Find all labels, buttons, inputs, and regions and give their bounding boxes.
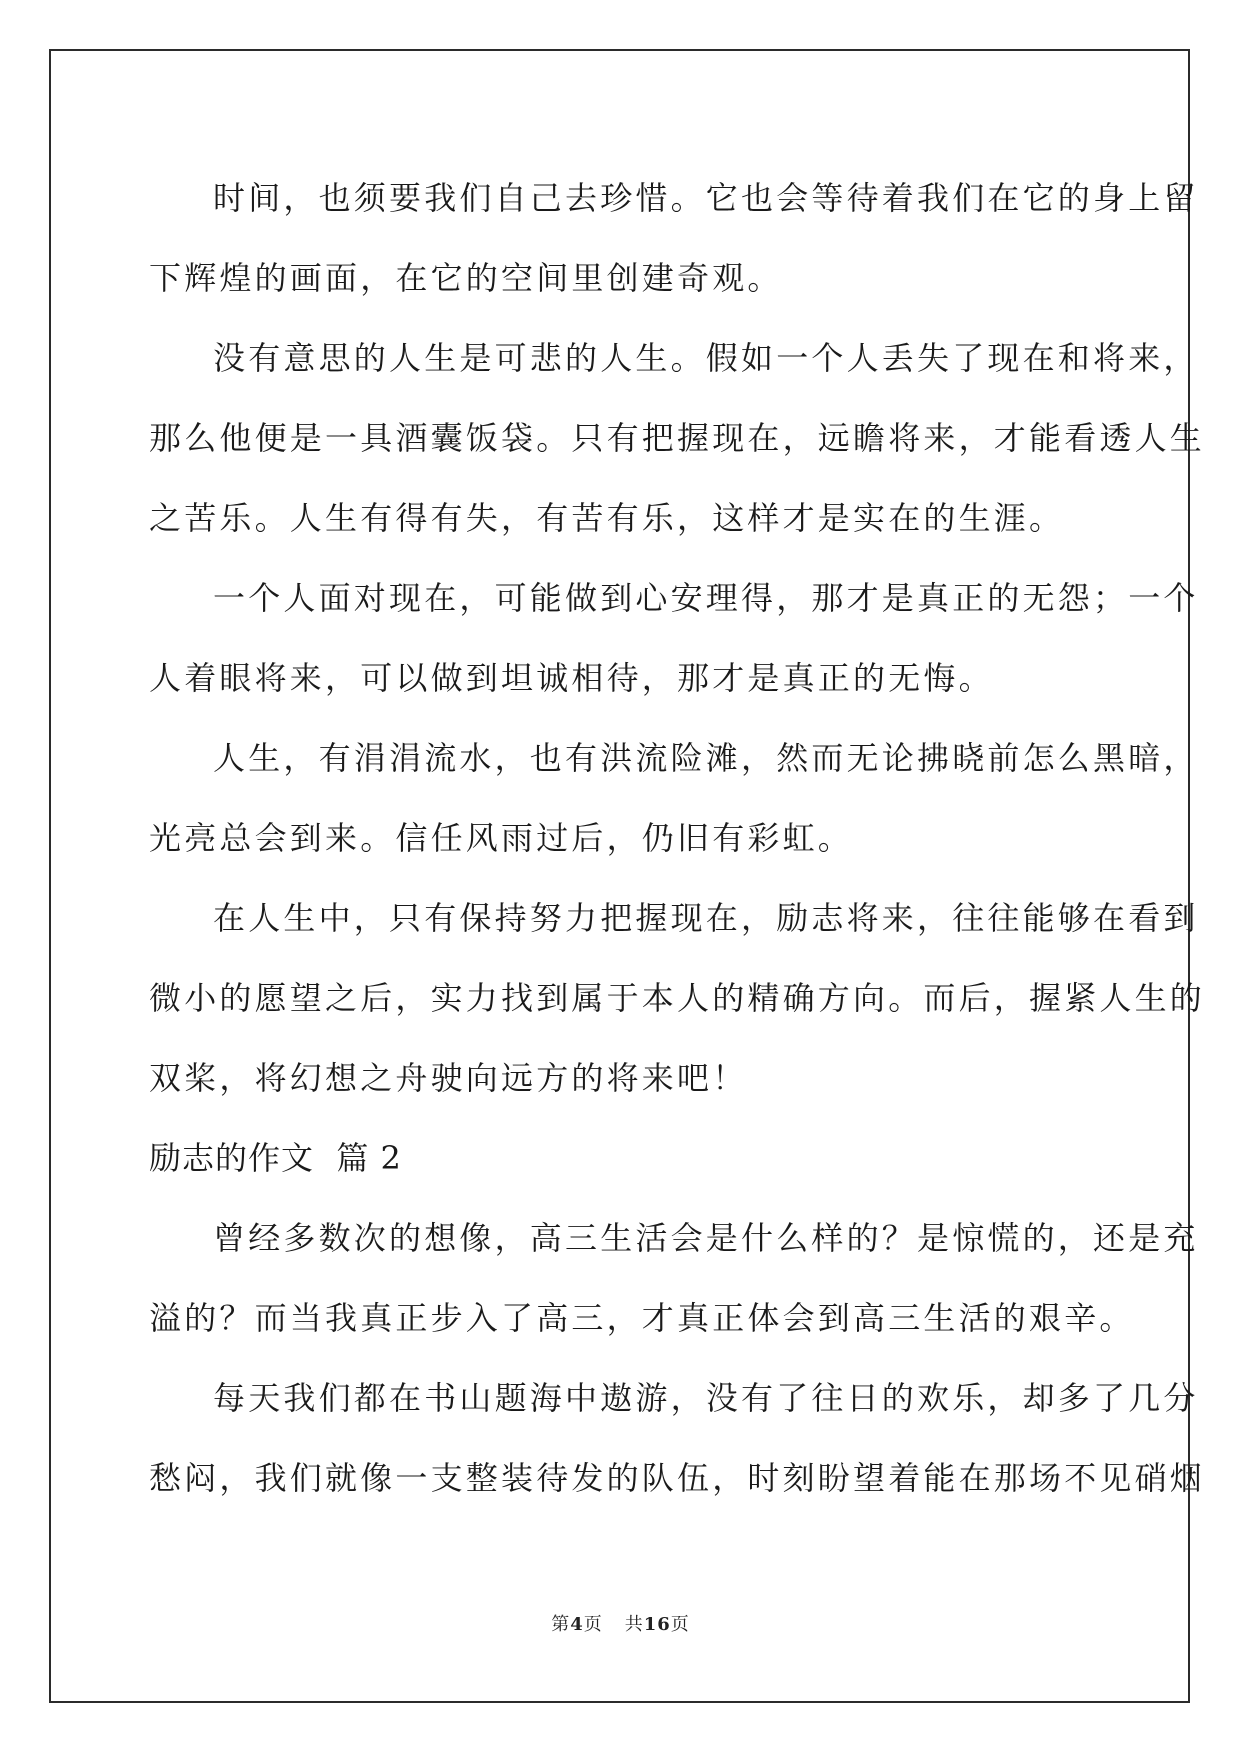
section-2-paragraph-1-line-1: 曾经多数次的想像，高三生活会是什么样的？是惊慌的，还是充 — [213, 1219, 1199, 1257]
total-page-count: 16 — [643, 1614, 671, 1635]
page-footer — [0, 1610, 1241, 1636]
total-suffix: 页 — [670, 1614, 690, 1635]
total-prefix: 共 — [624, 1614, 644, 1635]
document-body — [149, 158, 1206, 1518]
page-prefix: 第 — [551, 1614, 571, 1635]
section-2-paragraph-2-line-1: 每天我们都在书山题海中遨游，没有了往日的欢乐，却多了几分 — [213, 1379, 1199, 1417]
paragraph-4-line-1: 人生，有涓涓流水，也有洪流险滩，然而无论拂晓前怎么黑暗， — [213, 739, 1199, 777]
current-page-number: 4 — [570, 1614, 584, 1635]
section-2-paragraph-1-line-2: 溢的？而当我真正步入了高三，才真正体会到高三生活的艰辛。 — [149, 1299, 1135, 1337]
paragraph-2-line-3: 之苦乐。人生有得有失，有苦有乐，这样才是实在的生涯。 — [149, 499, 1065, 537]
section-2-paragraph-2-line-2: 愁闷，我们就像一支整装待发的队伍，时刻盼望着能在那场不见硝烟 — [149, 1459, 1206, 1497]
section-heading: 励志的作文 篇 2 — [149, 1139, 402, 1177]
paragraph-3-line-2: 人着眼将来，可以做到坦诚相待，那才是真正的无悔。 — [149, 659, 994, 697]
paragraph-1-line-1: 时间，也须要我们自己去珍惜。它也会等待着我们在它的身上留 — [213, 179, 1199, 217]
paragraph-2-line-1: 没有意思的人生是可悲的人生。假如一个人丢失了现在和将来， — [213, 339, 1199, 377]
paragraph-5-line-1: 在人生中，只有保持努力把握现在，励志将来，往往能够在看到 — [213, 899, 1199, 937]
paragraph-3-line-1: 一个人面对现在，可能做到心安理得，那才是真正的无怨；一个 — [213, 579, 1199, 617]
paragraph-1-line-2: 下辉煌的画面，在它的空间里创建奇观。 — [149, 259, 783, 297]
paragraph-5-line-2: 微小的愿望之后，实力找到属于本人的精确方向。而后，握紧人生的 — [149, 979, 1206, 1017]
paragraph-5-line-3: 双桨，将幻想之舟驶向远方的将来吧！ — [149, 1059, 748, 1097]
page-mid: 页 — [583, 1614, 603, 1635]
paragraph-4-line-2: 光亮总会到来。信任风雨过后，仍旧有彩虹。 — [149, 819, 854, 857]
paragraph-2-line-2: 那么他便是一具酒囊饭袋。只有把握现在，远瞻将来，才能看透人生 — [149, 419, 1206, 457]
